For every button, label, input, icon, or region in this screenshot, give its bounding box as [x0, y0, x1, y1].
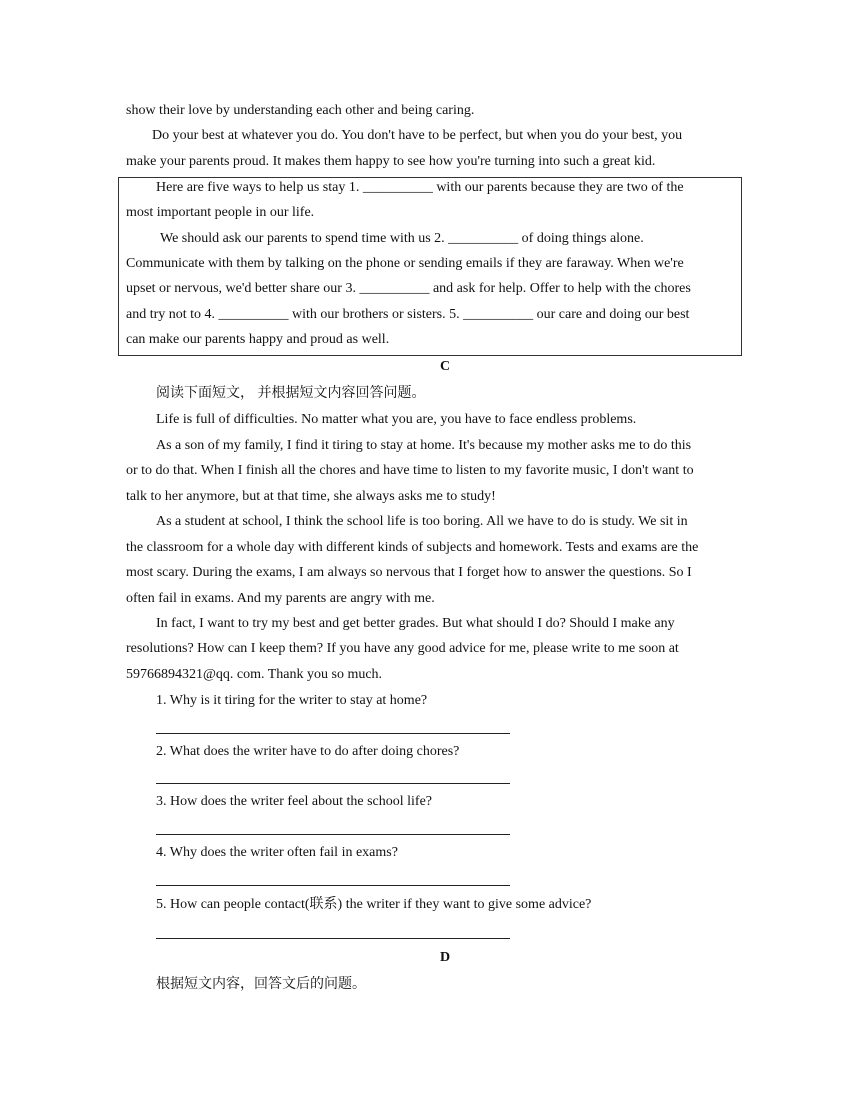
summary-line: and try not to 4. __________ with our brothers or sisters. 5. __________ our care and doing our best	[126, 307, 690, 322]
summary-line: Communicate with them by talking on the phone or sending emails if they are faraway. When we're	[126, 256, 684, 271]
section-c-paragraph: talk to her anymore, but at that time, she always asks me to study!	[126, 489, 496, 504]
section-c-paragraph: 59766894321@qq. com. Thank you so much.	[126, 667, 383, 682]
answer-line-3[interactable]	[156, 834, 510, 835]
section-c-paragraph: most scary. During the exams, I am always so nervous that I forget how to answer the questions. So I	[126, 565, 692, 580]
passage-b-paragraph-line: Do your best at whatever you do. You don't have to be perfect, but when you do your best, you	[152, 128, 683, 143]
question-1: 1. Why is it tiring for the writer to stay at home?	[156, 693, 428, 708]
passage-b-paragraph-line: make your parents proud. It makes them happy to see how you're turning into such a great kid.	[126, 154, 656, 169]
section-c-instruction: 阅读下面短文， 并根据短文内容回答问题。	[156, 386, 426, 401]
passage-b-last-line: show their love by understanding each other and being caring.	[126, 103, 475, 118]
answer-line-2[interactable]	[156, 783, 510, 784]
section-c-paragraph: In fact, I want to try my best and get better grades. But what should I do? Should I make any	[156, 616, 675, 631]
section-c-paragraph: Life is full of difficulties. No matter what you are, you have to face endless problems.	[156, 412, 637, 427]
summary-line: most important people in our life.	[126, 205, 315, 220]
summary-line: upset or nervous, we'd better share our 3. __________ and ask for help. Offer to help with the chores	[126, 281, 691, 296]
answer-line-4[interactable]	[156, 885, 510, 886]
question-2: 2. What does the writer have to do after doing chores?	[156, 744, 460, 759]
answer-line-1[interactable]	[156, 733, 510, 734]
answer-line-5[interactable]	[156, 938, 510, 939]
section-c-paragraph: As a student at school, I think the school life is too boring. All we have to do is study. We sit in	[156, 514, 688, 529]
summary-line: Here are five ways to help us stay 1. __________ with our parents because they are two of the	[156, 180, 684, 195]
section-c-paragraph: resolutions? How can I keep them? If you have any good advice for me, please write to me soon at	[126, 641, 679, 656]
section-d-heading: D	[439, 950, 451, 965]
summary-line: We should ask our parents to spend time with us 2. __________ of doing things alone.	[160, 231, 644, 246]
section-c-paragraph: or to do that. When I finish all the chores and have time to listen to my favorite music, I don't want to	[126, 463, 694, 478]
section-c-paragraph: the classroom for a whole day with different kinds of subjects and homework. Tests and exams are the	[126, 540, 699, 555]
section-c-heading: C	[439, 359, 451, 374]
question-4: 4. Why does the writer often fail in exams?	[156, 845, 398, 860]
question-5: 5. How can people contact(联系) the writer if they want to give some advice?	[156, 897, 592, 912]
summary-line: can make our parents happy and proud as well.	[126, 332, 390, 347]
section-d-instruction: 根据短文内容，回答文后的问题。	[156, 977, 366, 992]
question-3: 3. How does the writer feel about the school life?	[156, 794, 433, 809]
section-c-paragraph: often fail in exams. And my parents are angry with me.	[126, 591, 435, 606]
section-c-paragraph: As a son of my family, I find it tiring to stay at home. It's because my mother asks me to do this	[156, 438, 692, 453]
